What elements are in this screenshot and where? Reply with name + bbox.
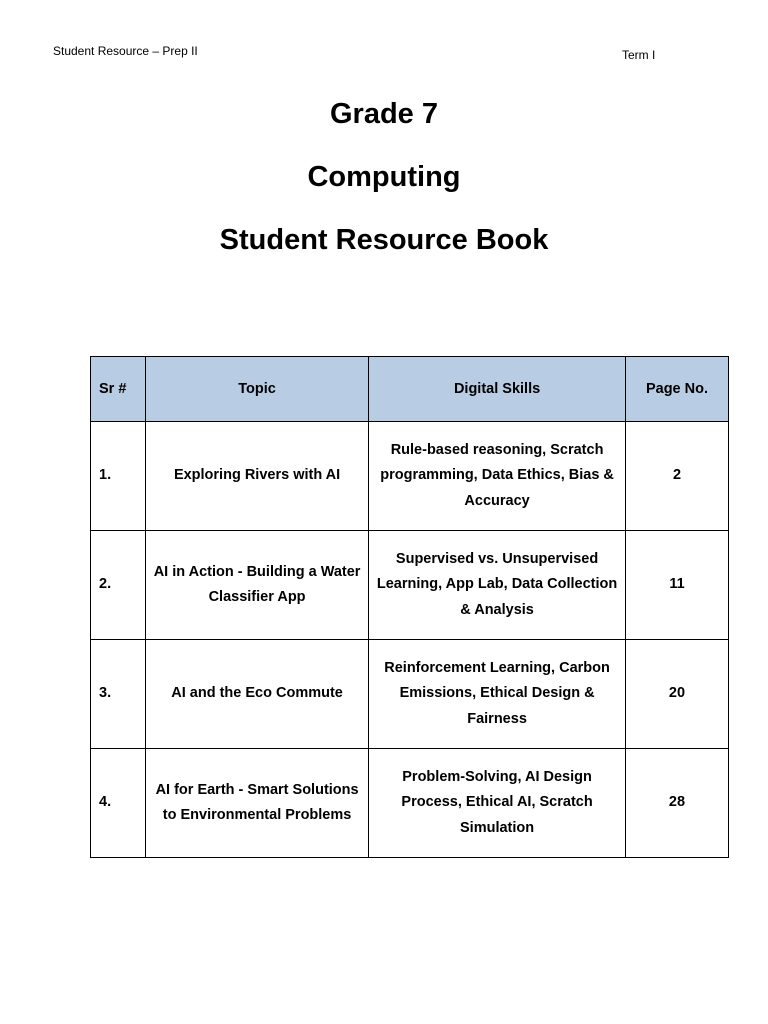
running-header-left: Student Resource – Prep II [53,44,198,58]
row-skills: Rule-based reasoning, Scratch programming, Data Ethics, Bias & Accuracy [369,422,626,531]
table-row [91,531,729,640]
row-page: 11 [625,531,728,640]
row-sr: 4. [91,749,146,858]
row-skills: Reinforcement Learning, Carbon Emissions, Ethical Design & Fairness [369,640,626,749]
row-topic: AI in Action - Building a Water Classifier App [145,531,368,640]
subject-title: Computing [307,161,461,193]
row-page: 2 [625,422,728,531]
contents-table [90,356,729,858]
row-sr: 3. [91,640,146,749]
book-title: Student Resource Book [219,224,549,256]
row-topic: AI for Earth - Smart Solutions to Environmental Problems [145,749,368,858]
table-header-row [91,357,729,422]
running-header-right: Term I [622,48,656,62]
row-page: 28 [625,749,728,858]
table-row [91,749,729,858]
table-row [91,422,729,531]
row-topic: Exploring Rivers with AI [145,422,368,531]
row-page: 20 [625,640,728,749]
row-sr: 1. [91,422,146,531]
col-header-digital-skills: Digital Skills [369,357,626,422]
row-skills: Supervised vs. Unsupervised Learning, App Lab, Data Collection & Analysis [369,531,626,640]
col-header-page-no: Page No. [625,357,728,422]
row-topic: AI and the Eco Commute [145,640,368,749]
row-sr: 2. [91,531,146,640]
grade-title: Grade 7 [330,98,438,130]
row-skills: Problem-Solving, AI Design Process, Ethical AI, Scratch Simulation [369,749,626,858]
col-header-topic: Topic [145,357,368,422]
table-row [91,640,729,749]
col-header-sr: Sr # [91,357,146,422]
